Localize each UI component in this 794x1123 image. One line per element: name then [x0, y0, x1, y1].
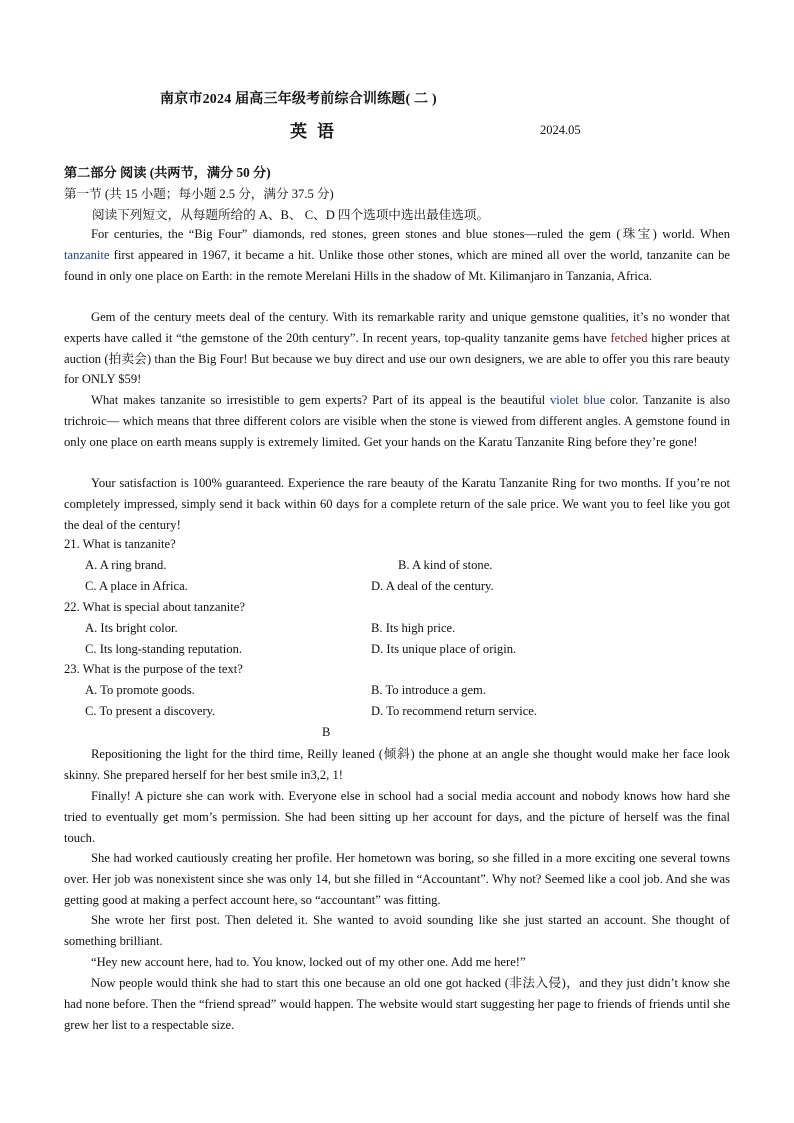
option-22-d[interactable]: D. Its unique place of origin. [371, 642, 517, 656]
option-23-c[interactable]: C. To present a discovery. [85, 704, 216, 718]
option-22-c[interactable]: C. Its long-standing reputation. [85, 642, 243, 656]
passage-b-label: B [322, 725, 331, 739]
passage-b-paragraph-3: She had worked cautiously creating her profile. Her hometown was boring, so she filled in a more exciting one several towns over. Her job was nonexistent since she was only 14, but she filled in “Accountant”. Why not? Seemed like a cool job. And she was getting good at making a perfect account here, so “accountant” was fitting. [64, 851, 730, 907]
keyword-violet-blue: violet blue [550, 393, 606, 407]
option-21-d[interactable]: D. A deal of the century. [371, 579, 494, 593]
keyword-tanzanite: tanzanite [64, 247, 110, 262]
option-23-d[interactable]: D. To recommend return service. [371, 704, 538, 718]
subject-title: 英语 [290, 122, 344, 141]
option-21-c[interactable]: C. A place in Africa. [85, 579, 188, 593]
passage-b-paragraph-2: Finally! A picture she can work with. Everyone else in school had a social media account and nobody knows how hard she tried to eventually get mom’s permission. She had been sitting up her account for days, and the picture of herself was the final touch. [64, 789, 730, 845]
keyword-fetched: fetched [610, 330, 648, 345]
passage-b-paragraph-5: “Hey new account here, had to. You know, locked out of my other one. Add me here!” [91, 955, 526, 969]
exam-title: 南京市2024 届高三年级考前综合训练题( 二 ) [160, 92, 437, 107]
passage-a-paragraph-4: Your satisfaction is 100% guaranteed. Experience the rare beauty of the Karatu Tanzanite Ring for two months. If you’re not completely impressed, simply send it back within 60 days for a complete return of the sale price. We want you to feel like you got the deal of the century! [64, 476, 730, 532]
passage-a-paragraph-3: What makes tanzanite so irresistible to gem experts? Part of its appeal is the beautiful violet blue color. Tanzanite is also trichroic— which means that three different colors are visible when the stone is viewed from different angles. A gemstone found in only one place on earth means supply is extremely limited. Get your hands on the Karatu Tanzanite Ring before they’re gone! [64, 393, 730, 449]
part-heading: 第二部分 阅读 (共两节，满分 50 分) [64, 165, 271, 180]
passage-b-paragraph-6: Now people would think she had to start this one because an old one got hacked (非法入侵)，and they just didn’t know she had none before. Then the “friend spread” would happen. The website would start suggesting her page to friends of friends until she grew her list to a respectable size. [64, 976, 730, 1032]
passage-b-paragraph-1: Repositioning the light for the third time, Reilly leaned (倾斜) the phone at an angle she thought would make her face look skinny. She prepared herself for her best smile in3,2, 1! [64, 747, 730, 782]
option-21-a[interactable]: A. A ring brand. [85, 558, 167, 572]
passage-a-paragraph-1: For centuries, the “Big Four” diamonds, red stones, green stones and blue stones—ruled the gem (珠宝) world. When tanzanite first appeared in 1967, it became a hit. Unlike those other stones, which are mined all over the world, tanzanite can be found in only one place on Earth: in the remote Merelani Hills in the shadow of Mt. Kilimanjaro in Tanzania, Africa. [64, 227, 730, 283]
exam-date: 2024.05 [540, 123, 581, 137]
option-23-b[interactable]: B. To introduce a gem. [371, 683, 487, 697]
section-heading: 第一节 (共 15 小题；每小题 2.5 分，满分 37.5 分) [64, 187, 334, 201]
option-21-b[interactable]: B. A kind of stone. [398, 558, 493, 572]
instruction: 阅读下列短文，从每题所给的 A、B、 C、D 四个选项中选出最佳选项。 [92, 208, 490, 222]
option-22-a[interactable]: A. Its bright color. [85, 621, 178, 635]
passage-b-paragraph-4: She wrote her first post. Then deleted it. She wanted to avoid sounding like she just started an account. She thought of something brilliant. [64, 913, 730, 948]
question-22: 22. What is special about tanzanite? [64, 600, 245, 614]
passage-a-paragraph-2: Gem of the century meets deal of the century. With its remarkable rarity and unique gemstone qualities, it’s no wonder that experts have called it “the gemstone of the 20th century”. In recent years, top-quality tanzanite gems have fetched higher prices at auction (拍卖会) than the Big Four! But because we buy direct and use our own designers, we are able to offer you this rare beauty for ONLY $59! [64, 310, 730, 387]
question-21: 21. What is tanzanite? [64, 537, 176, 551]
question-23: 23. What is the purpose of the text? [64, 662, 243, 676]
option-23-a[interactable]: A. To promote goods. [85, 683, 195, 697]
option-22-b[interactable]: B. Its high price. [371, 621, 456, 635]
